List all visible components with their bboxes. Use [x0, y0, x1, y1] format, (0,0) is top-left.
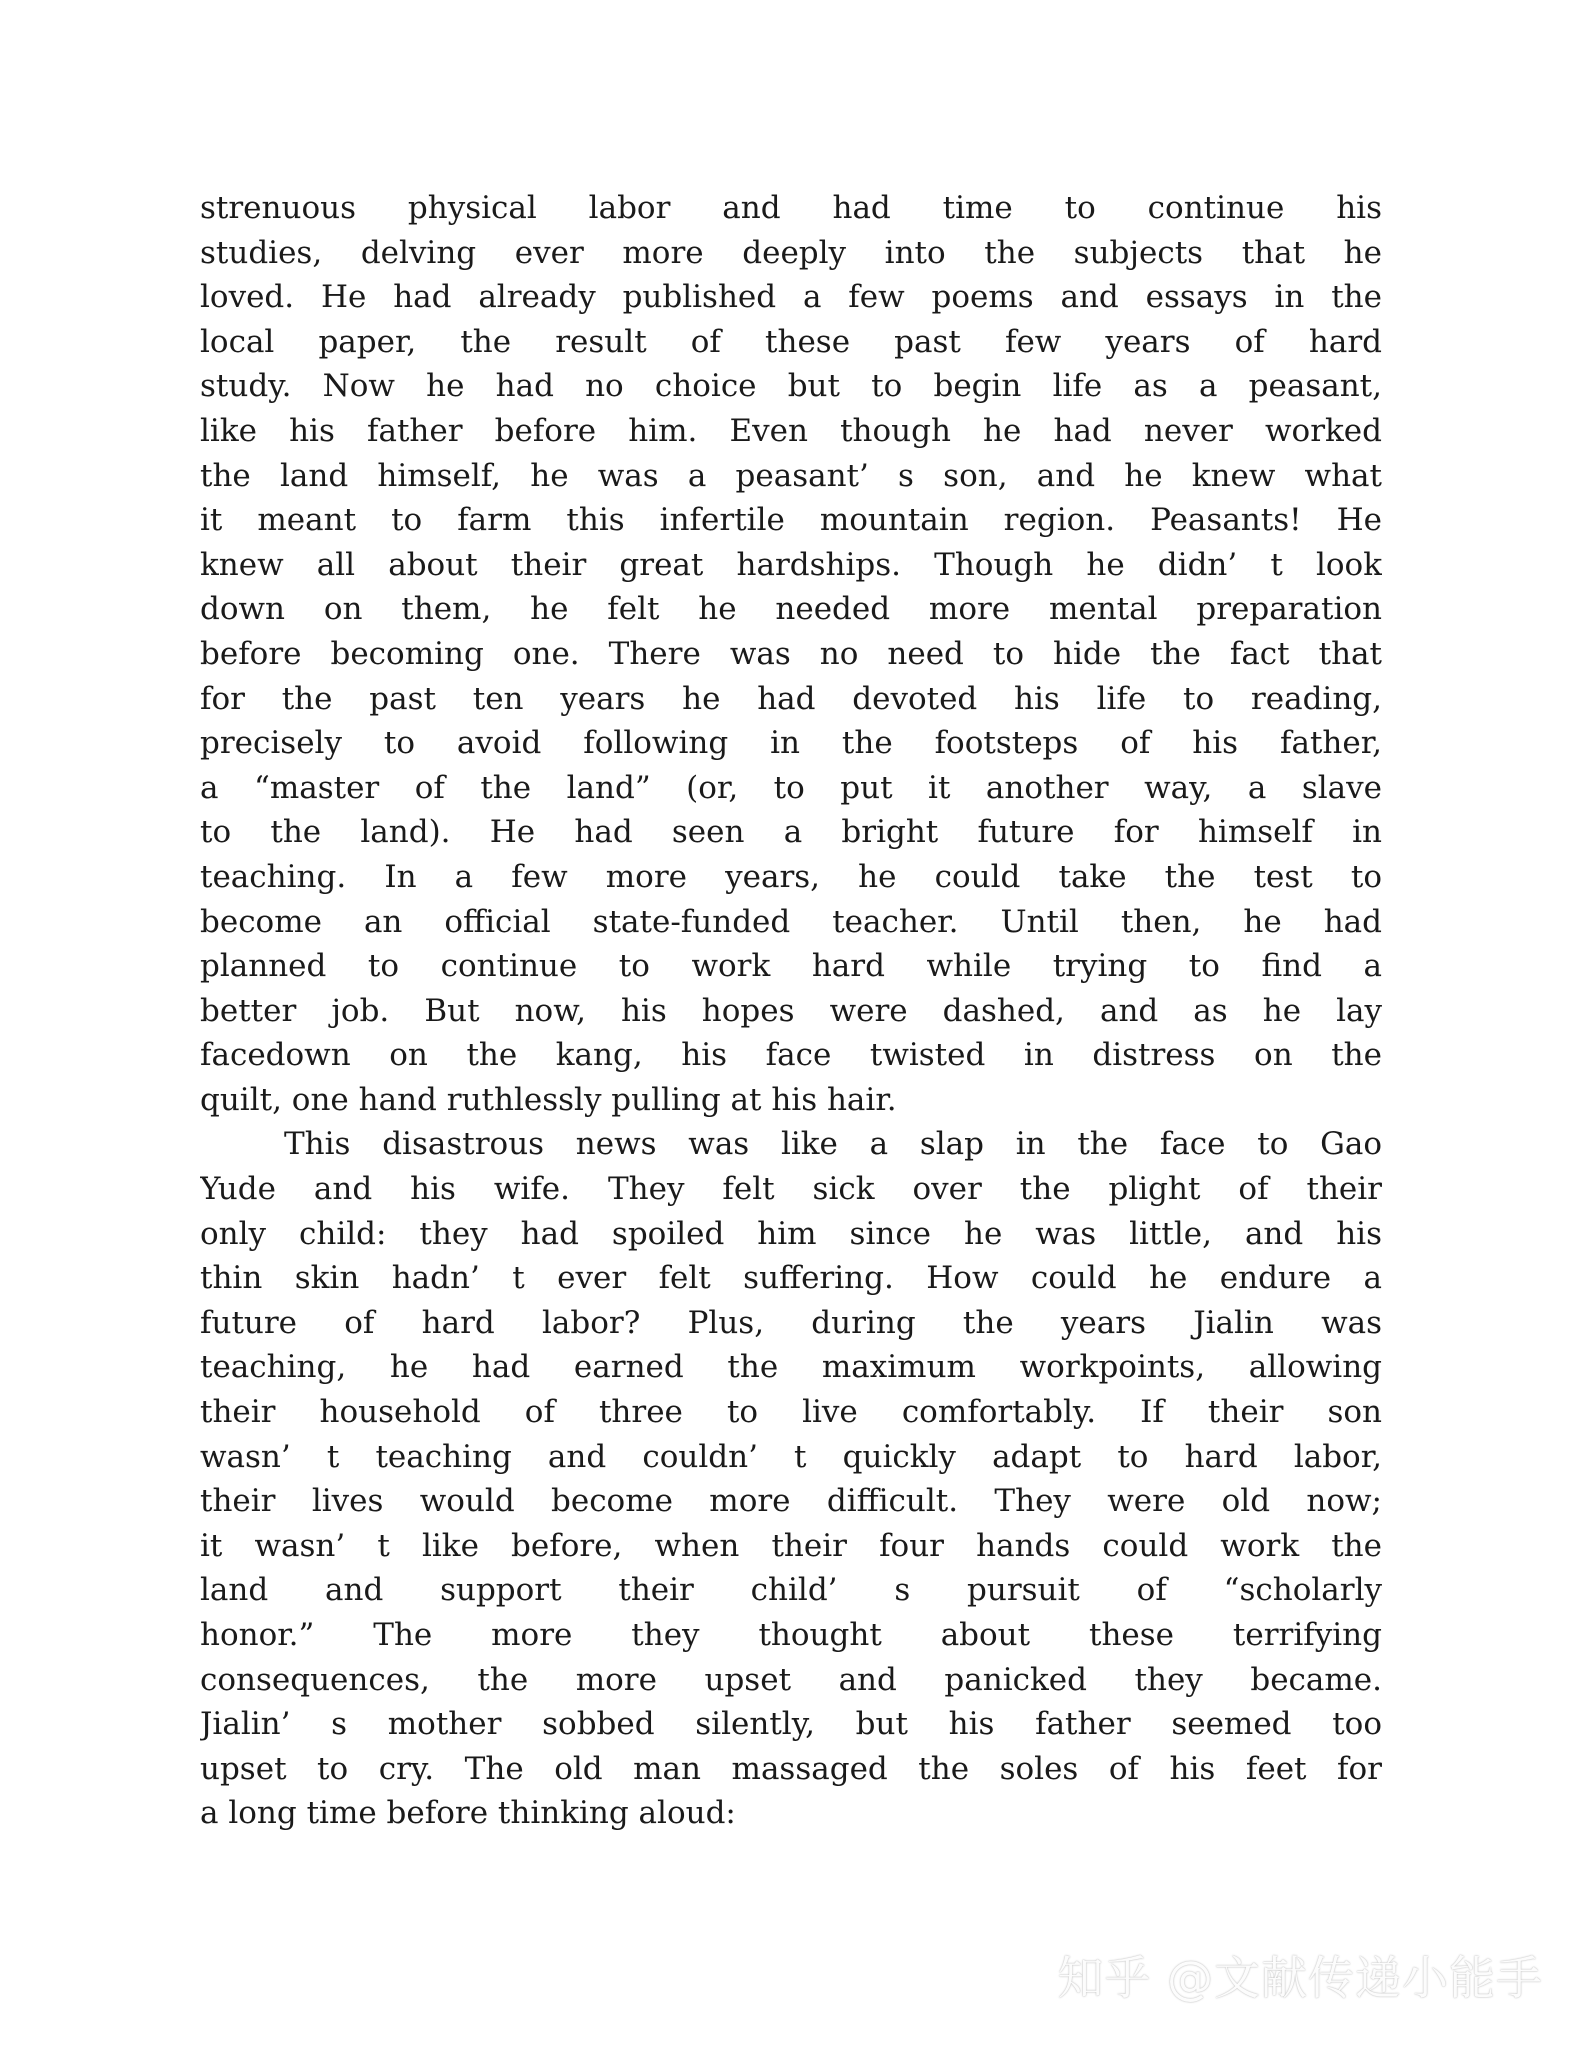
text-line: to the land). He had seen a bright future for himself in — [200, 814, 1382, 851]
text-line: the land himself, he was a peasant’ s son, and he knew what — [200, 457, 1382, 494]
document-page — [200, 186, 1382, 1836]
text-line: for the past ten years he had devoted his life to reading, — [200, 680, 1382, 717]
text-line: strenuous physical labor and had time to continue his — [200, 190, 1382, 226]
watermark: 知乎 @文献传递小能手 — [1057, 1951, 1543, 2005]
text-line: facedown on the kang, his face twisted in distress on the — [200, 1037, 1382, 1074]
text-line: Jialin’ s mother sobbed silently, but his father seemed too — [200, 1706, 1382, 1743]
text-line: thin skin hadn’ t ever felt suffering. How could he endure a — [200, 1260, 1382, 1297]
text-line: honor.” The more they thought about these terrifying — [200, 1617, 1382, 1653]
text-line: teaching. In a few more years, he could take the test to — [200, 858, 1382, 895]
text-line: quilt, one hand ruthlessly pulling at his hair. — [200, 1081, 897, 1118]
text-line: future of hard labor? Plus, during the years Jialin was — [200, 1304, 1382, 1341]
text-line: loved. He had already published a few poems and essays in the — [200, 279, 1382, 316]
text-line: a long time before thinking aloud: — [200, 1795, 736, 1832]
text-line: their lives would become more difficult. They were old now; — [200, 1483, 1382, 1520]
text-line: wasn’ t teaching and couldn’ t quickly adapt to hard labor, — [200, 1438, 1382, 1475]
text-line: consequences, the more upset and panicked they became. — [200, 1661, 1382, 1698]
text-line: planned to continue to work hard while trying to find a — [200, 948, 1382, 985]
text-line: precisely to avoid following in the footsteps of his father, — [200, 725, 1382, 762]
text-line: before becoming one. There was no need to hide the fact that — [200, 635, 1382, 672]
text-line: teaching, he had earned the maximum workpoints, allowing — [200, 1349, 1382, 1386]
text-line: upset to cry. The old man massaged the soles of his feet for — [200, 1750, 1382, 1787]
text-line: like his father before him. Even though he had never worked — [200, 412, 1382, 449]
paragraph-2 — [200, 1122, 1382, 1836]
text-line: a “master of the land” (or, to put it another way, a slave — [200, 769, 1382, 806]
text-line: only child: they had spoiled him since he was little, and his — [200, 1215, 1382, 1252]
text-line: down on them, he felt he needed more mental preparation — [200, 591, 1382, 628]
text-line: This disastrous news was like a slap in the face to Gao — [284, 1126, 1382, 1163]
text-line: land and support their child’ s pursuit of “scholarly — [200, 1572, 1382, 1609]
text-line: studies, delving ever more deeply into the subjects that he — [200, 234, 1382, 271]
text-line: study. Now he had no choice but to begin life as a peasant, — [200, 368, 1382, 405]
paragraph-1 — [200, 186, 1382, 1122]
text-line: it wasn’ t like before, when their four hands could work the — [200, 1527, 1382, 1564]
text-line: become an official state-funded teacher. Until then, he had — [200, 903, 1382, 940]
text-line: knew all about their great hardships. Though he didn’ t look — [200, 546, 1382, 583]
text-line: Yude and his wife. They felt sick over the plight of their — [200, 1171, 1382, 1208]
text-line: better job. But now, his hopes were dashed, and as he lay — [200, 992, 1382, 1029]
text-line: their household of three to live comfortably. If their son — [200, 1394, 1382, 1431]
text-line: it meant to farm this infertile mountain region. Peasants! He — [200, 502, 1382, 539]
text-line: local paper, the result of these past few years of hard — [200, 323, 1382, 360]
